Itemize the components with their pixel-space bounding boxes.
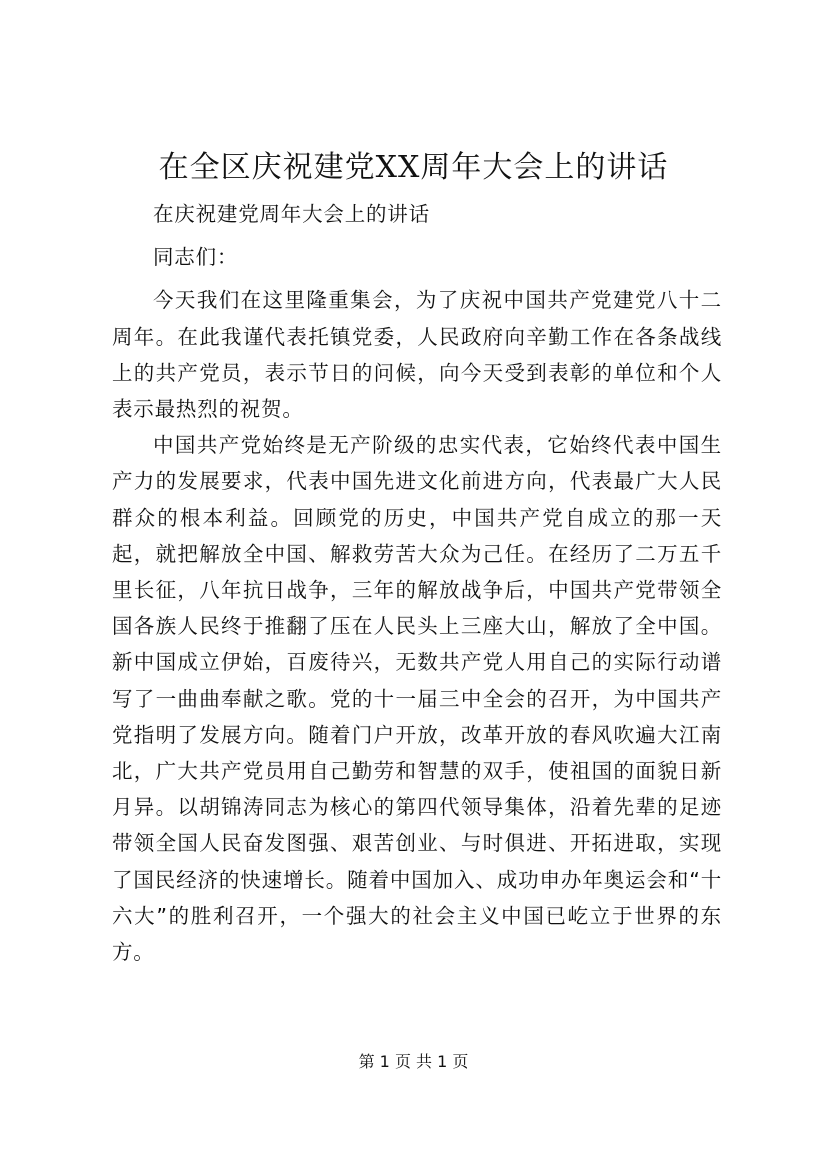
page-number-footer: 第 1 页 共 1 页 xyxy=(358,1052,469,1071)
salutation-paragraph: 同志们： xyxy=(153,245,239,270)
document-title: 在全区庆祝建党XX周年大会上的讲话 xyxy=(158,150,669,185)
document-body xyxy=(112,196,722,970)
body-paragraph-2: 中国共产党始终是无产阶级的忠实代表，它始终代表中国生产力的发展要求，代表中国先进文化前进方向，代表最广大人民群众的根本利益。回顾党的历史，中国共产党自成立的那一天起，就把解放全中国、解救劳苦大众为己任。在经历了二万五千里长征，八年抗日战争，三年的解放战争后，中国共产党带领全国各族人民终于推翻了压在人民头上三座大山，解放了全中国。新中国成立伊始，百废待兴，无数共产党人用自己的实际行动谱写了一曲曲奉献之歌。党的十一届三中全会的召开，为中国共产党指明了发展方向。随着门户开放，改革开放的春风吹遍大江南北，广大共产党员用自己勤劳和智慧的双手，使祖国的面貌日新月异。以胡锦涛同志为核心的第四代领导集体，沿着先辈的足迹带领全国人民奋发图强、艰苦创业、与时俱进、开拓进取，实现了国民经济的快速增长。随着中国加入、成功申办年奥运会和“十六大”的胜利召开，一个强大的社会主义中国已屹立于世界的东方。 xyxy=(112,433,722,965)
subtitle-paragraph: 在庆祝建党周年大会上的讲话 xyxy=(153,202,430,226)
body-paragraph-1: 今天我们在这里隆重集会，为了庆祝中国共产党建党八十二周年。在此我谨代表托镇党委，人民政府向辛勤工作在各条战线上的共产党员，表示节日的问候，向今天受到表彰的单位和个人表示最热烈的祝贺。 xyxy=(112,288,722,422)
